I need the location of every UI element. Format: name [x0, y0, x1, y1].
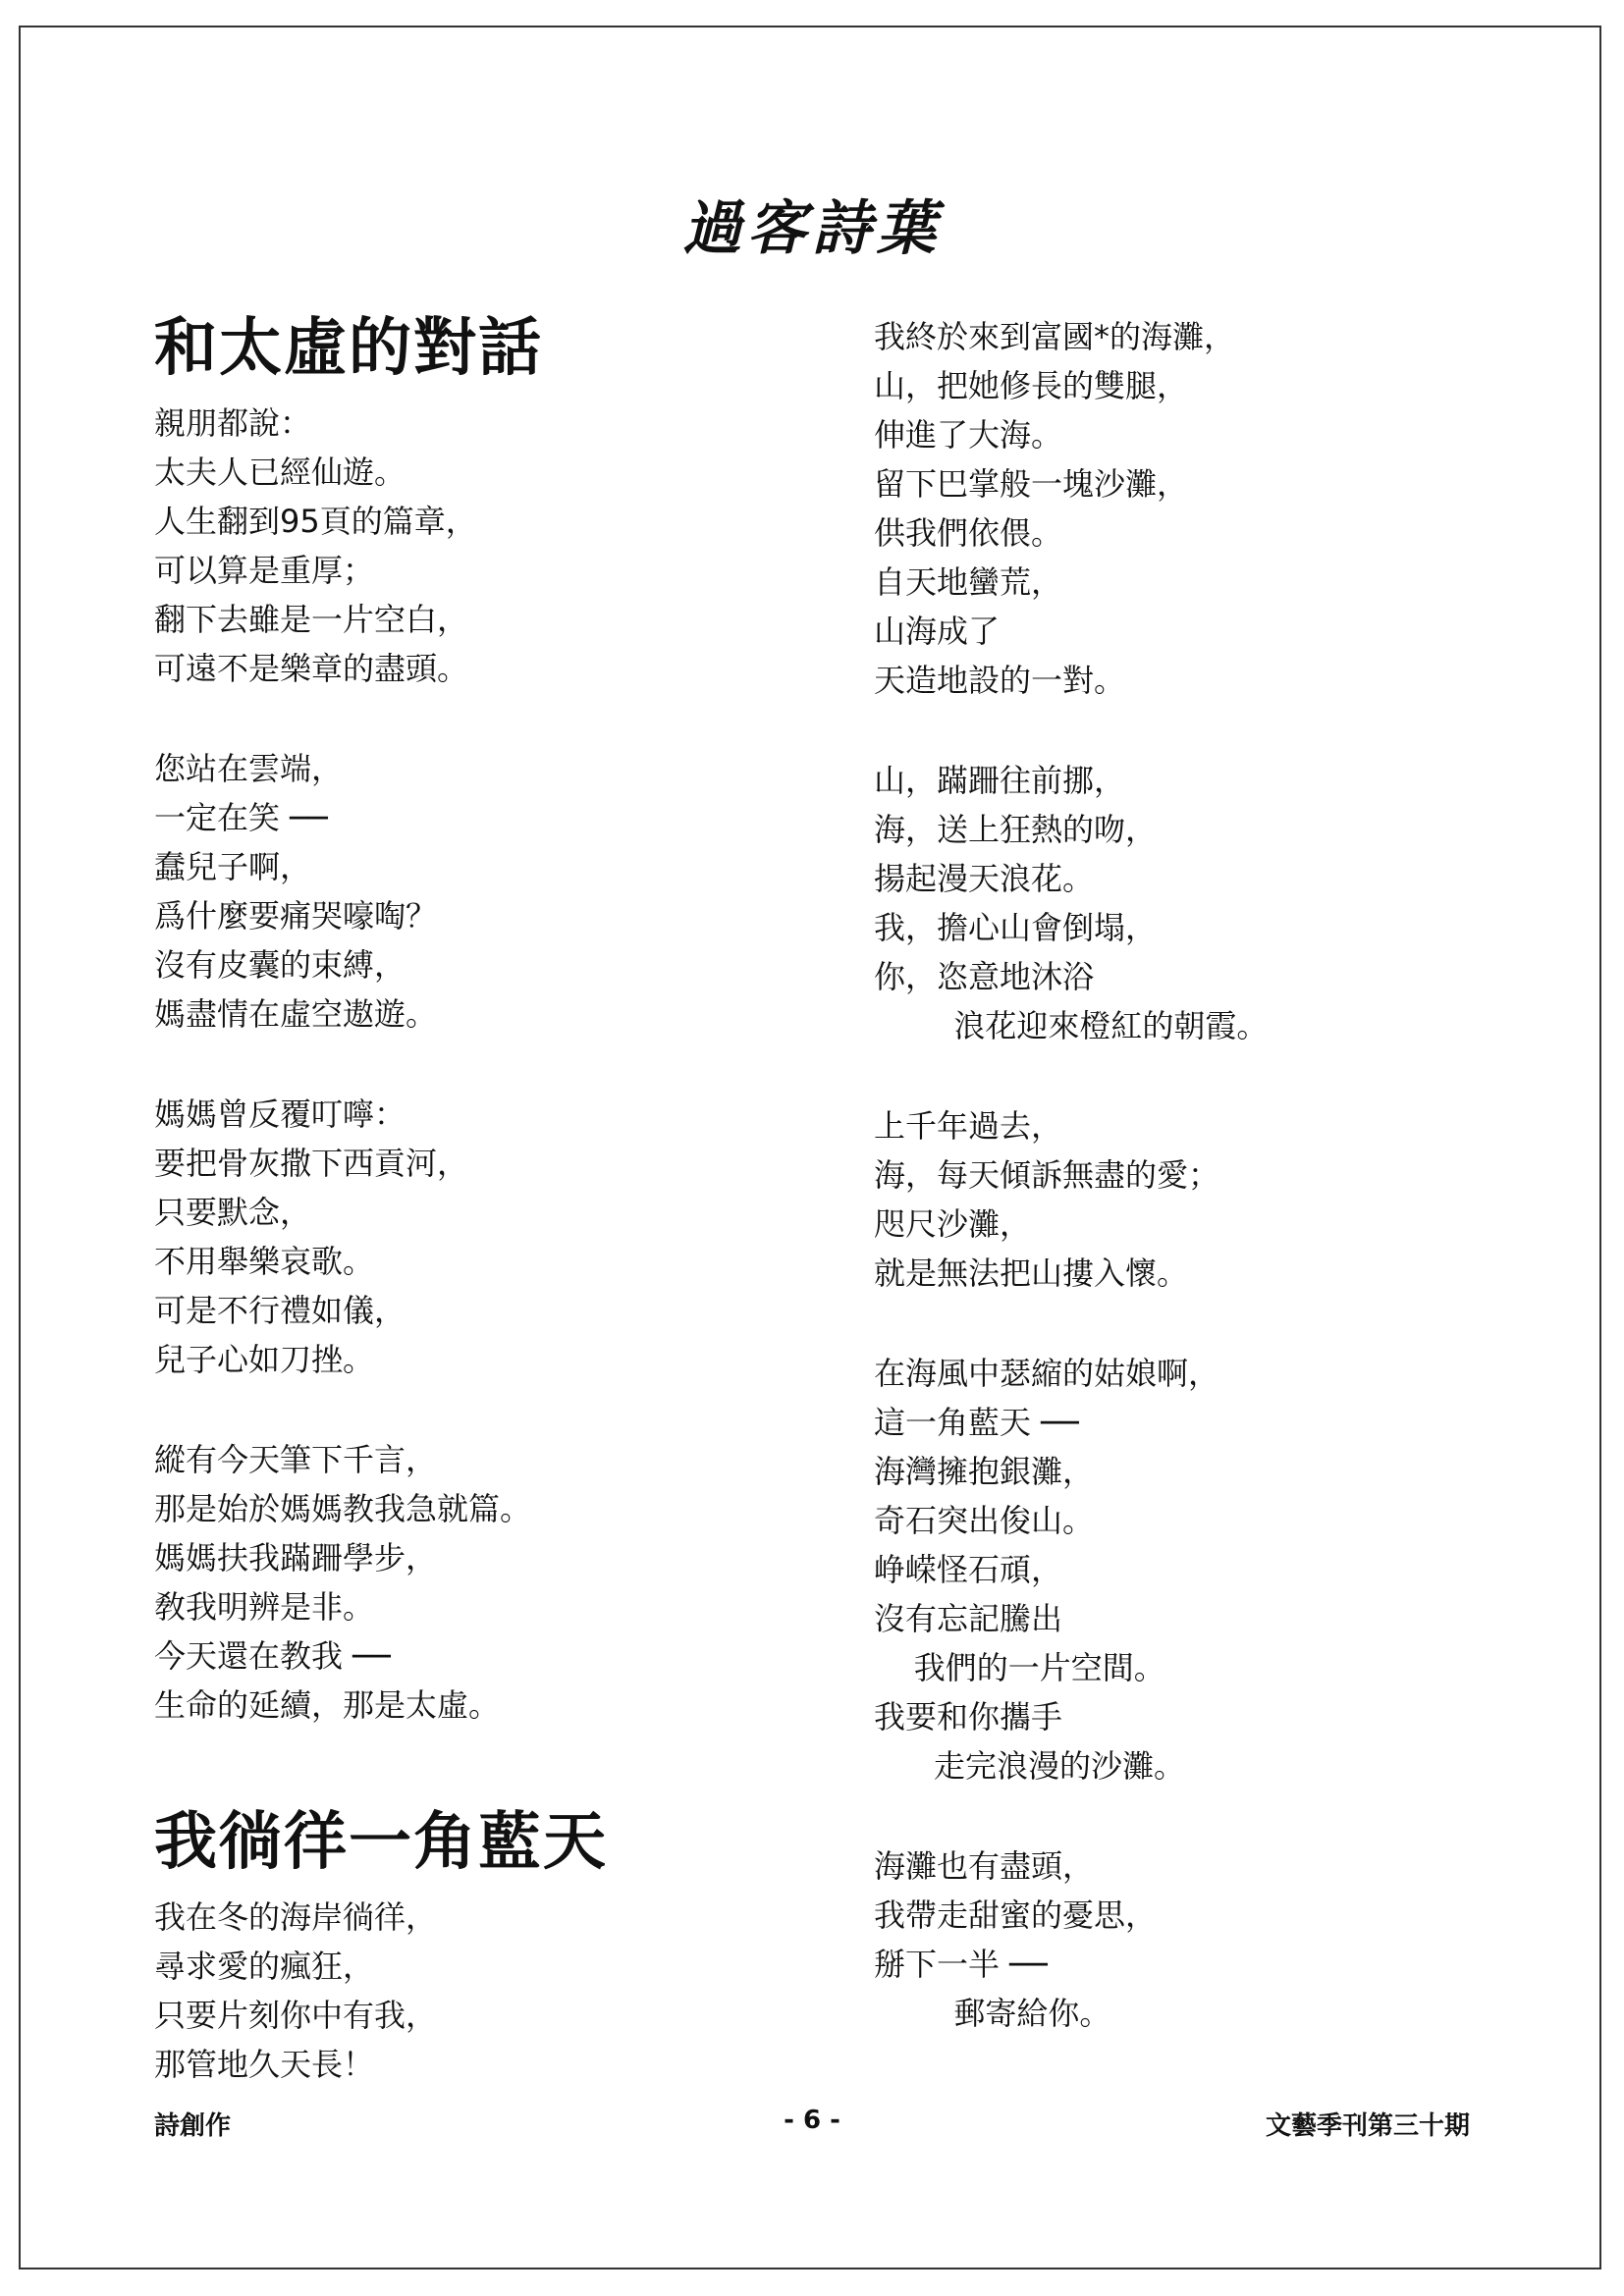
- poem-line: 人生翻到95頁的篇章，: [154, 503, 477, 540]
- poem-title: 和太虛的對話: [154, 311, 543, 385]
- poem-line: 郵寄給你。: [874, 1995, 1111, 2032]
- poem-line: 供我們依偎。: [874, 514, 1063, 552]
- poem-line: 今天還在教我 ──: [154, 1637, 391, 1675]
- stanza: [874, 756, 1561, 1050]
- poem-line: 我帶走甜蜜的憂思，: [874, 1896, 1158, 1934]
- poem-line: 可遠不是樂章的盡頭。: [154, 650, 469, 687]
- poem-line: 親朋都說：: [154, 404, 312, 442]
- stanza: [874, 312, 1561, 705]
- poem-line: 那管地久天長！: [154, 2046, 375, 2083]
- poem-line: 掰下一半 ──: [874, 1946, 1048, 1983]
- poem-line: 山，蹣跚往前挪，: [874, 762, 1126, 799]
- poem-line: 敎我明辨是非。: [154, 1588, 375, 1626]
- page-number: - 6 -: [784, 2106, 840, 2135]
- poem-line: 走完浪漫的沙灘。: [874, 1747, 1186, 1785]
- poem-line: 這一角藍天 ──: [874, 1404, 1079, 1441]
- poem-line: 那是始於媽媽教我急就篇。: [154, 1490, 532, 1527]
- poem-line: 蠢兒子啊，: [154, 848, 312, 885]
- poem-line: 媽盡情在虛空遨遊。: [154, 995, 438, 1033]
- poem-line: 我要和你攜手: [874, 1698, 1063, 1735]
- poem-line: 海灣擁抱銀灘，: [874, 1453, 1095, 1490]
- poem-line: 媽媽曾反覆叮嚀：: [154, 1095, 406, 1133]
- poem-line: 自天地蠻荒，: [874, 563, 1063, 601]
- poem-line: 太夫人已經仙遊。: [154, 454, 406, 491]
- poem-line: 沒有忘記騰出: [874, 1600, 1063, 1637]
- poem-line: 上千年過去，: [874, 1107, 1063, 1145]
- poem-line: 可是不行禮如儀，: [154, 1292, 406, 1329]
- poem-line: 兒子心如刀挫。: [154, 1341, 375, 1378]
- poem-line: 沒有皮囊的束縛，: [154, 946, 406, 984]
- poem-line: 我，擔心山會倒塌，: [874, 909, 1158, 946]
- poem-line: 伸進了大海。: [874, 416, 1063, 454]
- poem-body: [154, 399, 861, 1730]
- footer-section-label: 詩創作: [154, 2111, 232, 2141]
- poem-line: 只要片刻你中有我，: [154, 1997, 438, 2034]
- poem-line: 翻下去雖是一片空白，: [154, 601, 469, 638]
- stanza: [154, 744, 861, 1039]
- poem-body: [154, 1893, 861, 2089]
- poem-line: 生命的延續，那是太虛。: [154, 1686, 501, 1724]
- stanza: [154, 1893, 861, 2089]
- poem-title: 我徜徉一角藍天: [154, 1805, 608, 1879]
- stanza: [874, 1349, 1561, 1790]
- poem-line: 浪花迎來橙紅的朝霞。: [874, 1007, 1269, 1044]
- poem-line: 天造地設的一對。: [874, 662, 1126, 699]
- poem-line: 縱有今天筆下千言，: [154, 1441, 438, 1478]
- poem-line: 你，恣意地沐浴: [874, 958, 1095, 995]
- stanza: [154, 399, 861, 693]
- poem-line: 揚起漫天浪花。: [874, 860, 1095, 897]
- poem-line: 就是無法把山摟入懷。: [874, 1255, 1189, 1292]
- poem-line: 山海成了: [874, 613, 1001, 650]
- poem-line: 咫尺沙灘，: [874, 1205, 1032, 1243]
- poem-line: 奇石突出俊山。: [874, 1502, 1095, 1539]
- poem-line: 海灘也有盡頭，: [874, 1847, 1095, 1885]
- poem-line: 我在冬的海岸徜徉，: [154, 1898, 438, 1936]
- poem-line: 只要默念，: [154, 1194, 312, 1231]
- poem-line: 我們的一片空間。: [874, 1649, 1165, 1686]
- poem-line: 我終於來到富國*的海灘，: [874, 318, 1236, 355]
- stanza: [154, 1435, 861, 1730]
- poem-line: 爲什麼要痛哭嚎啕？: [154, 897, 438, 934]
- poem-line: 山，把她修長的雙腿，: [874, 367, 1189, 404]
- poem-line: 尋求愛的瘋狂，: [154, 1948, 375, 1985]
- poem-body: [874, 312, 1561, 2038]
- stanza: [154, 1090, 861, 1384]
- poem-line: 您站在雲端，: [154, 750, 344, 787]
- poem-line: 海，每天傾訴無盡的愛；: [874, 1156, 1220, 1194]
- left-column: [154, 304, 861, 2140]
- poem-line: 海，送上狂熱的吻，: [874, 811, 1158, 848]
- publication-name: 文藝季刊第三十期: [1265, 2111, 1470, 2141]
- poem-line: 要把骨灰撒下西貢河，: [154, 1145, 469, 1182]
- stanza: [874, 1101, 1561, 1298]
- poem-line: 不用舉樂哀歌。: [154, 1243, 375, 1280]
- poem-line: 可以算是重厚；: [154, 552, 375, 589]
- right-column: [874, 312, 1561, 2089]
- poem-line: 峥嵘怪石頑，: [874, 1551, 1063, 1588]
- poem-line: 留下巴掌般一塊沙灘，: [874, 465, 1189, 503]
- poem-line: 一定在笑 ──: [154, 799, 328, 836]
- page-title: 過客詩葉: [682, 194, 942, 263]
- stanza: [874, 1842, 1561, 2038]
- poem-line: 媽媽扶我蹣跚學步，: [154, 1539, 438, 1576]
- poem-line: 在海風中瑟縮的姑娘啊，: [874, 1355, 1220, 1392]
